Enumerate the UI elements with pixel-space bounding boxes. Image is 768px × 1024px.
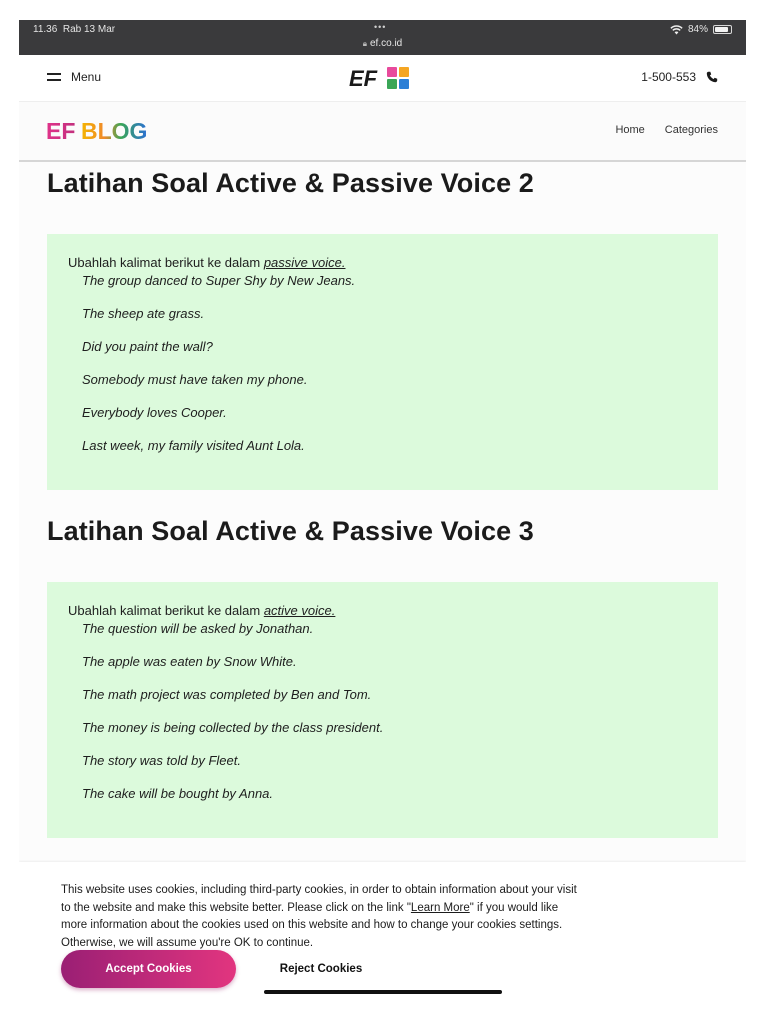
ef-logo[interactable] xyxy=(349,65,419,93)
svg-text:EF: EF xyxy=(349,66,378,91)
list-item: The question will be asked by Jonathan. xyxy=(82,621,314,636)
exercise-box xyxy=(47,582,718,838)
phone-link[interactable] xyxy=(641,70,718,84)
cookie-message: This website uses cookies, including third-party cookies, in order to obtain information about your visit to the website and make this website better. Please click on the link "Learn More" if you would like more information about the cookies used on this website and how to change your cookies settings. Otherwise, we will assume you're OK to continue. xyxy=(61,884,577,949)
home-indicator[interactable] xyxy=(264,990,502,994)
list-item: Everybody loves Cooper. xyxy=(82,405,227,420)
nav-categories-link[interactable]: Categories xyxy=(664,124,718,136)
exercise-instruction: Ubahlah kalimat berikut ke dalam passive voice. xyxy=(68,255,346,270)
lock-icon: 🔒︎ xyxy=(362,39,367,48)
list-item: The group danced to Super Shy by New Jeans. xyxy=(82,273,356,288)
list-item: The sheep ate grass. xyxy=(82,306,205,321)
phone-number: 1-500-553 xyxy=(641,70,696,84)
battery-icon xyxy=(713,25,732,34)
exercise-instruction: Ubahlah kalimat berikut ke dalam active voice. xyxy=(68,603,336,618)
accept-cookies-button[interactable]: Accept Cookies xyxy=(61,950,236,988)
list-item: The math project was completed by Ben and Tom. xyxy=(82,687,372,702)
status-right xyxy=(670,24,732,35)
exercise-list xyxy=(68,272,697,456)
top-navigation xyxy=(19,55,746,102)
svg-text:EF: EF xyxy=(46,118,76,144)
section-title: Latihan Soal Active & Passive Voice 2 xyxy=(47,168,534,198)
menu-label: Menu xyxy=(71,70,102,84)
more-dots-icon[interactable]: ••• xyxy=(374,22,387,32)
list-item: The cake will be bought by Anna. xyxy=(82,786,274,801)
voice-link[interactable]: active voice. xyxy=(263,603,336,618)
list-item: The apple was eaten by Snow White. xyxy=(82,654,297,669)
exercise-list xyxy=(68,620,697,804)
phone-icon xyxy=(706,71,718,83)
list-item: Somebody must have taken my phone. xyxy=(82,372,308,387)
blog-links xyxy=(615,124,718,136)
nav-home-link[interactable]: Home xyxy=(615,124,645,136)
section-title: Latihan Soal Active & Passive Voice 3 xyxy=(47,516,534,546)
hamburger-icon xyxy=(47,72,61,82)
learn-more-link[interactable]: Learn More xyxy=(410,901,470,914)
voice-link[interactable]: passive voice. xyxy=(263,255,346,270)
list-item: Did you paint the wall? xyxy=(82,339,213,354)
battery-percent: 84% xyxy=(687,24,708,35)
list-item: Last week, my family visited Aunt Lola. xyxy=(82,438,305,453)
wifi-icon xyxy=(670,25,683,35)
reject-cookies-button[interactable]: Reject Cookies xyxy=(257,950,385,988)
list-item: The story was told by Fleet. xyxy=(82,753,241,768)
status-time: 11.36 Rab 13 Mar xyxy=(33,24,116,35)
menu-button[interactable] xyxy=(47,70,101,84)
svg-text:BLOG: BLOG xyxy=(81,118,148,144)
ef-blog-logo[interactable] xyxy=(46,116,186,146)
list-item: The money is being collected by the class president. xyxy=(82,720,384,735)
device-frame xyxy=(19,20,746,1004)
exercise-box xyxy=(47,234,718,490)
address-bar[interactable]: 🔒︎ ef.co.id xyxy=(362,38,403,49)
cookie-banner xyxy=(19,862,746,1004)
blog-navigation xyxy=(19,102,746,162)
status-bar xyxy=(19,20,746,55)
